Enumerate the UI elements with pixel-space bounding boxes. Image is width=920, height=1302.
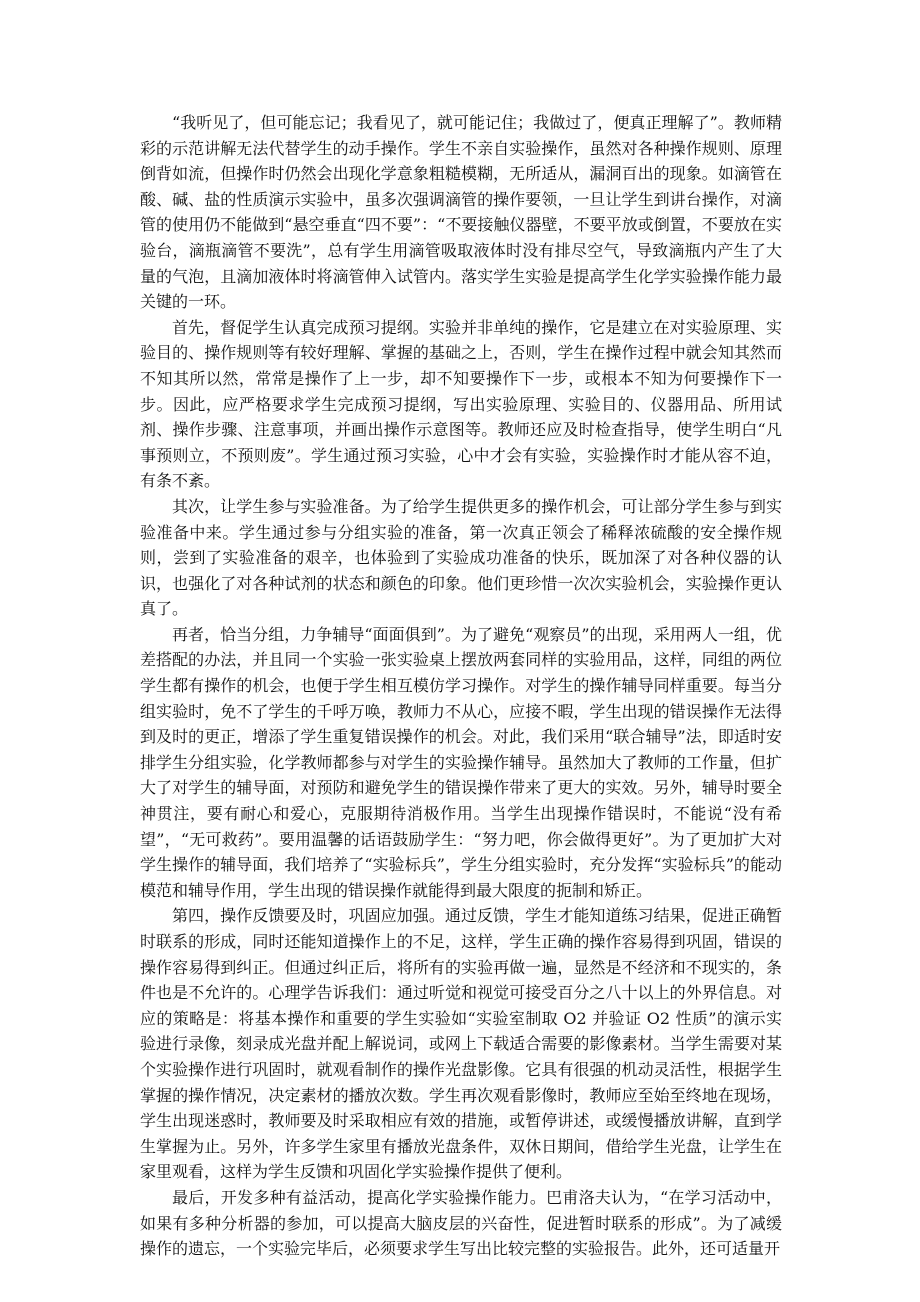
paragraph-1: “我听见了，但可能忘记；我看见了，就可能记住；我做过了，便真正理解了”。教师精彩的示范讲解无法代替学生的动手操作。学生不亲自实验操作，虽然对各种操作规则、原理倒背如流，但操作时仍然会出现化学意象粗糙模糊，无所适从，漏洞百出的现象。如滴管在酸、碱、盐的性质演示实验中，虽多次强调滴管的操作要领，一旦让学生到讲台操作，对滴管的使用仍不能做到“悬空垂直“四不要”：“不要接触仪器壁，不要平放或倒置，不要放在实验台，滴瓶滴管不要洗”，总有学生用滴管吸取液体时没有排尽空气，导致滴瓶内产生了大量的气泡，且滴加液体时将滴管伸入试管内。落实学生实验是提高学生化学实验操作能力最关键的一环。 xyxy=(140,113,782,312)
paragraph-3: 其次，让学生参与实验准备。为了给学生提供更多的操作机会，可让部分学生参与到实验准备中来。学生通过参与分组实验的准备，第一次真正领会了稀释浓硫酸的安全操作规则，尝到了实验准备的艰辛，也体验到了实验成功准备的快乐，既加深了对各种仪器的认识，也强化了对各种试剂的状态和颜色的印象。他们更珍惜一次次实验机会，实验操作更认真了。 xyxy=(140,496,782,619)
paragraph-2: 首先，督促学生认真完成预习提纲。实验并非单纯的操作，它是建立在对实验原理、实验目的、操作规则等有较好理解、掌握的基础之上，否则，学生在操作过程中就会知其然而不知其所以然，常常是操作了上一步，却不知要操作下一步，或根本不知为何要操作下一步。因此，应严格要求学生完成预习提纲，写出实验原理、实验目的、仪器用品、所用试剂、操作步骤、注意事项，并画出操作示意图等。教师还应及时检查指导，使学生明白“凡事预则立，不预则废”。学生通过预习实验，心中才会有实验，实验操作时才能从容不迫，有条不紊。 xyxy=(140,317,782,491)
paragraph-5: 第四，操作反馈要及时，巩固应加强。通过反馈，学生才能知道练习结果，促进正确暂时联系的形成，同时还能知道操作上的不足，这样，学生正确的操作容易得到巩固，错误的操作容易得到纠正。但通过纠正后，将所有的实验再做一遍，显然是不经济和不现实的，条件也是不允许的。心理学告诉我们：通过听觉和视觉可接受百分之八十以上的外界信息。对应的策略是：将基本操作和重要的学生实验如“实验室制取 O2 并验证 O2 性质”的演示实验进行录像，刻录成光盘并配上解说词，或网上下载适合需要的影像素材。当学生需要对某个实验操作进行巩固时，就观看制作的操作光盘影像。它具有很强的机动灵活性，根据学生掌握的操作情况，决定素材的播放次数。学生再次观看影像时，教师应至始至终地在现场，学生出现迷惑时，教师要及时采取相应有效的措施，或暂停讲述，或缓慢播放讲解，直到学生掌握为止。另外，许多学生家里有播放光盘条件，双休日期间，借给学生光盘，让学生在家里观看，这样为学生反馈和巩固化学实验操作提供了便利。 xyxy=(140,906,782,1182)
paragraph-4: 再者，恰当分组，力争辅导“面面俱到”。为了避免“观察员”的出现，采用两人一组，优差搭配的办法，并且同一个实验一张实验桌上摆放两套同样的实验用品，这样，同组的两位学生都有操作的机会，也便于学生相互模仿学习操作。对学生的操作辅导同样重要。每当分组实验时，免不了学生的千呼万唤，教师力不从心，应接不暇，学生出现的错误操作无法得到及时的更正，增添了学生重复错误操作的机会。对此，我们采用“联合辅导”法，即适时安排学生分组实验，化学教师都参与对学生的实验操作辅导。虽然加大了教师的工作量，但扩大了对学生的辅导面，对预防和避免学生的错误操作带来了更大的实效。另外，辅导时要全神贯注，要有耐心和爱心，克服期待消极作用。当学生出现操作错误时，不能说“没有希望”，“无可救药”。要用温馨的话语鼓励学生：“努力吧，你会做得更好”。为了更加扩大对学生操作的辅导面，我们培养了“实验标兵”，学生分组实验时，充分发挥“实验标兵”的能动模范和辅导作用，学生出现的错误操作就能得到最大限度的扼制和矫正。 xyxy=(140,624,782,900)
paragraph-6: 最后，开发多种有益活动，提高化学实验操作能力。巴甫洛夫认为，“在学习活动中，如果有多种分析器的参加，可以提高大脑皮层的兴奋性，促进暂时联系的形成”。为了减缓操作的遗忘，一个实验完毕后，必须要求学生写出比较完整的实验报告。此外，还可适量开 xyxy=(140,1187,782,1259)
document-body xyxy=(140,110,782,1262)
